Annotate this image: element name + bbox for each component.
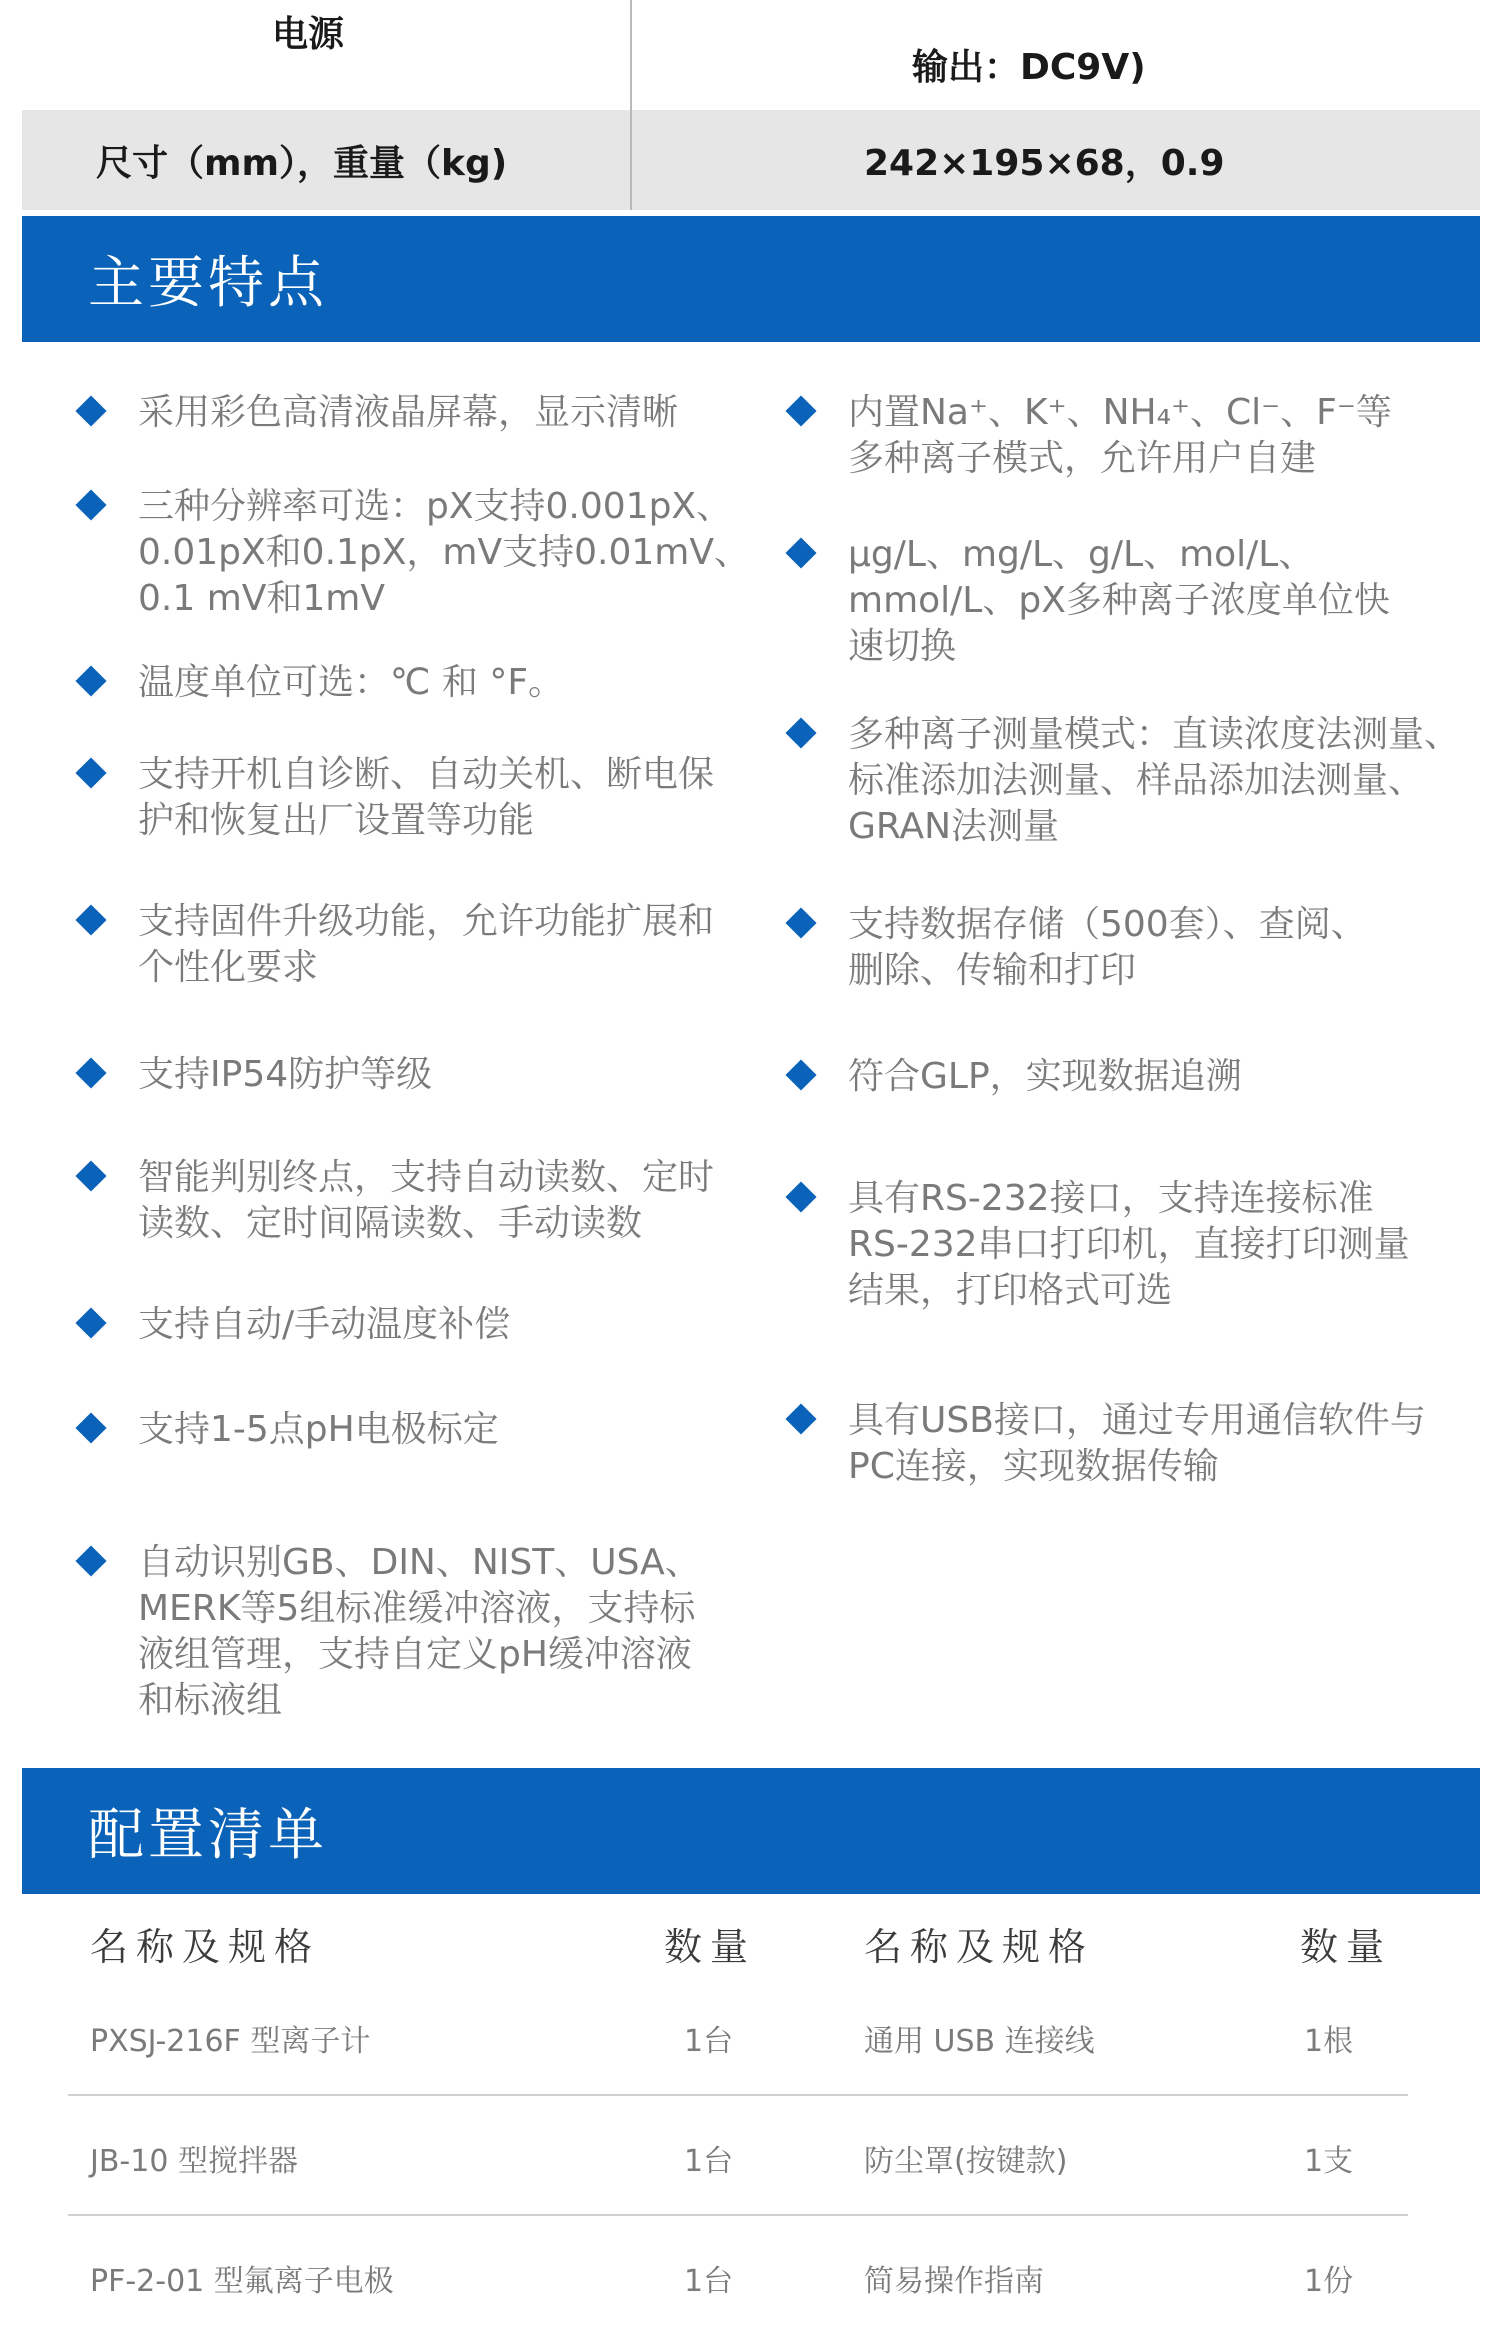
- diamond-bullet-icon: [785, 537, 816, 568]
- item-name: 简易操作指南: [864, 2264, 1044, 2299]
- item-qty: 1台: [684, 2024, 734, 2059]
- spec-table: [22, 0, 1480, 210]
- feature-item: 自动识别GB、DIN、NIST、USA、 MERK等5组标准缓冲溶液，支持标 液组管理，支持自定义pH缓冲溶液 和标液组: [138, 1540, 758, 1724]
- diamond-bullet-icon: [75, 757, 106, 788]
- features-list: [0, 342, 1500, 1722]
- diamond-bullet-icon: [75, 1160, 106, 1191]
- power-label: 电源: [22, 0, 632, 110]
- feature-item: 符合GLP，实现数据追溯: [848, 1054, 1488, 1100]
- diamond-bullet-icon: [75, 489, 106, 520]
- diamond-bullet-icon: [785, 1059, 816, 1090]
- header-name-1: 名称及规格: [90, 1925, 321, 1969]
- item-qty: 1份: [1304, 2264, 1354, 2299]
- diamond-bullet-icon: [75, 1412, 106, 1443]
- feature-item: 支持自动/手动温度补偿: [138, 1302, 758, 1348]
- item-qty: 1台: [684, 2264, 734, 2299]
- item-qty: 1支: [1304, 2144, 1354, 2179]
- diamond-bullet-icon: [785, 907, 816, 938]
- feature-item: 支持固件升级功能，允许功能扩展和 个性化要求: [138, 899, 758, 991]
- feature-item: 支持IP54防护等级: [138, 1052, 758, 1098]
- feature-item: 智能判别终点，支持自动读数、定时 读数、定时间隔读数、手动读数: [138, 1155, 758, 1247]
- feature-item: µg/L、mg/L、g/L、mol/L、 mmol/L、pX多种离子浓度单位快 速切换: [848, 532, 1488, 670]
- diamond-bullet-icon: [785, 395, 816, 426]
- item-name: 防尘罩(按键款): [864, 2144, 1068, 2179]
- diamond-bullet-icon: [785, 1403, 816, 1434]
- header-qty-1: 数量: [664, 1925, 757, 1969]
- diamond-bullet-icon: [75, 665, 106, 696]
- feature-item: 多种离子测量模式：直读浓度法测量、 标准添加法测量、样品添加法测量、 GRAN法测量: [848, 712, 1488, 850]
- item-name: PF-2-01 型氟离子电极: [90, 2264, 394, 2299]
- feature-item: 支持开机自诊断、自动关机、断电保 护和恢复出厂设置等功能: [138, 752, 758, 844]
- table-row: [68, 2216, 1408, 2334]
- config-title: 配置清单: [88, 1803, 328, 1868]
- item-qty: 1台: [684, 2144, 734, 2179]
- diamond-bullet-icon: [75, 1057, 106, 1088]
- config-banner: [22, 1768, 1480, 1894]
- size-label: 尺寸（mm），重量（kg): [22, 110, 632, 210]
- feature-item: 采用彩色高清液晶屏幕，显示清晰: [138, 390, 758, 436]
- feature-item: 具有RS-232接口，支持连接标准 RS-232串口打印机，直接打印测量 结果，打印格式可选: [848, 1176, 1488, 1314]
- features-banner: [22, 216, 1480, 342]
- diamond-bullet-icon: [75, 1545, 106, 1576]
- feature-item: 三种分辨率可选：pX支持0.001pX、 0.01pX和0.1pX，mV支持0.01mV、 0.1 mV和1mV: [138, 484, 758, 622]
- table-row: [68, 2096, 1408, 2216]
- header-qty-2: 数量: [1300, 1925, 1393, 1969]
- size-value: 242×195×68，0.9: [864, 142, 1225, 184]
- spec-row-power: [22, 0, 1480, 110]
- diamond-bullet-icon: [75, 1307, 106, 1338]
- item-qty: 1根: [1304, 2024, 1354, 2059]
- item-name: JB-10 型搅拌器: [90, 2144, 298, 2179]
- item-name: PXSJ-216F 型离子计: [90, 2024, 371, 2059]
- header-name-2: 名称及规格: [864, 1925, 1095, 1969]
- spec-row-size: [22, 110, 1480, 210]
- diamond-bullet-icon: [75, 395, 106, 426]
- diamond-bullet-icon: [785, 1181, 816, 1212]
- item-name: 通用 USB 连接线: [864, 2024, 1095, 2059]
- feature-item: 支持数据存储（500套）、查阅、 删除、传输和打印: [848, 902, 1488, 994]
- feature-item: 具有USB接口，通过专用通信软件与 PC连接，实现数据传输: [848, 1398, 1488, 1490]
- feature-item: 内置Na⁺、K⁺、NH₄⁺、Cl⁻、F⁻等 多种离子模式，允许用户自建: [848, 390, 1488, 482]
- table-row: [68, 1976, 1408, 2096]
- feature-item: 支持1-5点pH电极标定: [138, 1407, 758, 1453]
- power-value: 输出：DC9V): [912, 46, 1146, 88]
- config-table-header: [0, 1892, 1500, 1976]
- diamond-bullet-icon: [75, 904, 106, 935]
- diamond-bullet-icon: [785, 717, 816, 748]
- feature-item: 温度单位可选：℃ 和 °F。: [138, 660, 758, 706]
- features-title: 主要特点: [88, 251, 328, 316]
